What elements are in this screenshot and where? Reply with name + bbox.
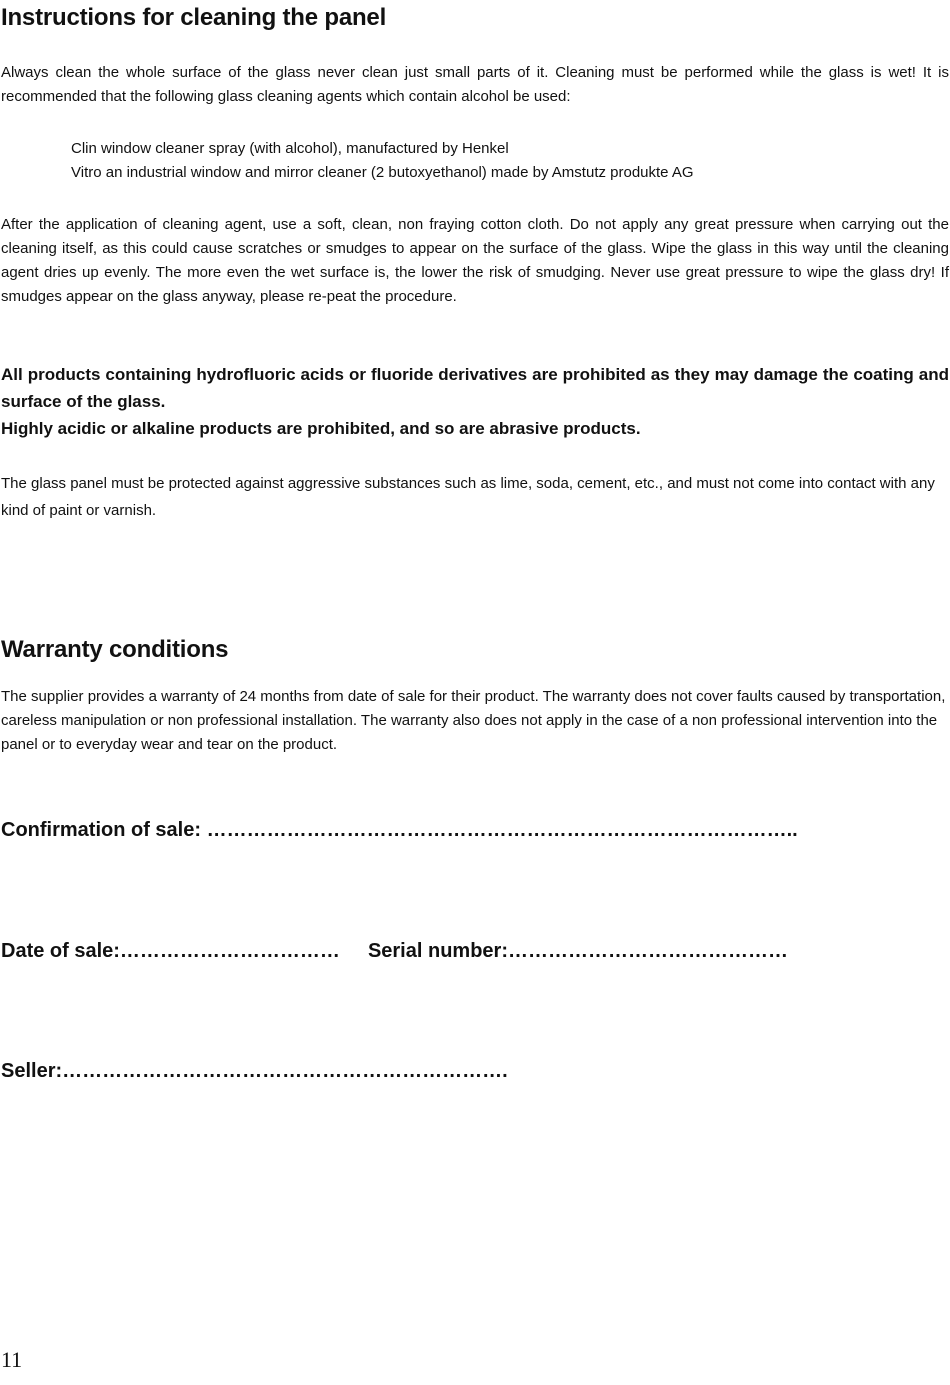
serial-number-field[interactable]: Serial number:…………………………………… [367, 940, 788, 962]
agent-item-vitro: Vitro an industrial window and mirror cleaner (2 butoxyethanol) made by Amstutz produkte AG [71, 164, 694, 181]
cleaning-title: Instructions for cleaning the panel [1, 4, 387, 31]
cleaning-intro: Always clean the whole surface of the glass never clean just small parts of it. Cleaning must be performed while the glass is wet! It is recommended that the following glass cleaning agents which contain alcohol be used: [1, 64, 949, 105]
warning-acidic: Highly acidic or alkaline products are prohibited, and so are abrasive products. [1, 419, 641, 438]
warning-fluoride: All products containing hydrofluoric acids or fluoride derivatives are prohibited as they may damage the coating and surface of the glass. [1, 365, 949, 411]
cleaning-procedure: After the application of cleaning agent, use a soft, clean, non fraying cotton cloth. Do not apply any great pressure when carrying out the cleaning itself, as this could cause scratches or smudges to appear on the surface of the glass. Wipe the glass in this way until the cleaning agent dries up evenly. The more even the wet surface is, the lower the risk of smudging. Never use great pressure to wipe the glass dry! If smudges appear on the glass anyway, please re-peat the procedure. [1, 216, 949, 305]
page-number: 11 [1, 1347, 23, 1372]
seller-field[interactable]: Seller:…………………………………………………………. [1, 1060, 508, 1082]
cleaning-agents-list [71, 137, 694, 185]
sale-date-serial-row [1, 940, 788, 963]
date-of-sale-field[interactable]: Date of sale:…………………………… [1, 940, 340, 962]
agent-item-clin: Clin window cleaner spray (with alcohol), manufactured by Henkel [71, 140, 509, 157]
protection-note: The glass panel must be protected against aggressive substances such as lime, soda, cement, etc., and must not come into contact with any kind of paint or varnish. [1, 475, 935, 519]
warranty-text: The supplier provides a warranty of 24 months from date of sale for their product. The warranty does not cover faults caused by transportation, careless manipulation or non professional installation. The warranty also does not apply in the case of a non professional intervention into the panel or to everyday wear and tear on the product. [1, 688, 946, 753]
confirmation-of-sale-field[interactable]: Confirmation of sale: …………………………………………………………………………….. [1, 819, 798, 841]
warranty-title: Warranty conditions [1, 636, 229, 663]
